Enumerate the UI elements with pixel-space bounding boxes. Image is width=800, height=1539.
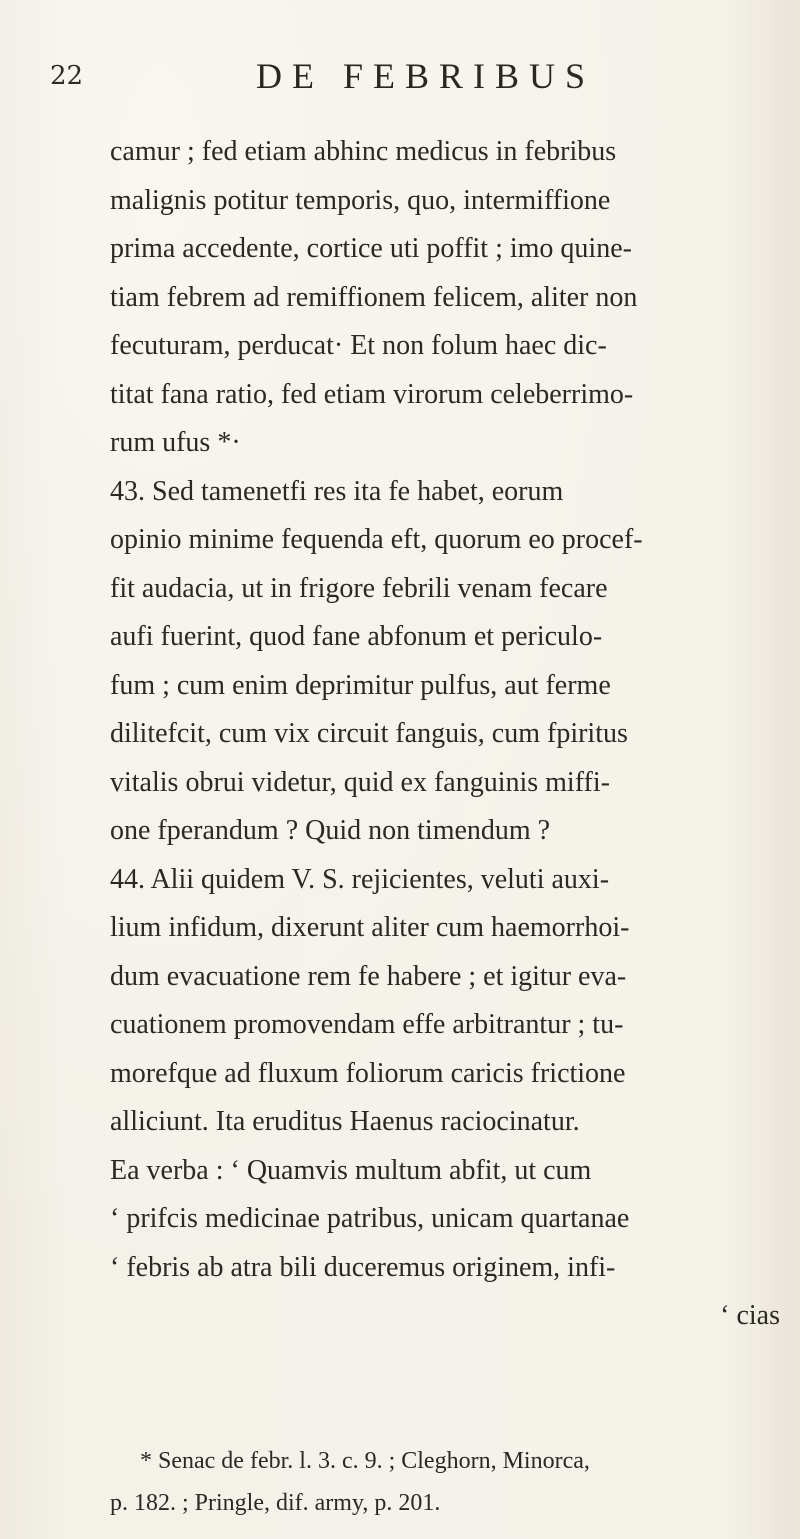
text-line: ‘ prifcis medicinae patribus, unicam quartanae — [110, 1203, 630, 1234]
text-line: tiam febrem ad remiffionem felicem, aliter non — [110, 281, 638, 313]
text-line: cuationem promovendam effe arbitrantur ; tu- — [110, 1009, 624, 1040]
footnote-line: p. 182. ; Pringle, dif. army, p. 201. — [110, 1490, 441, 1516]
text-line: lium infidum, dixerunt aliter cum haemorrhoi- — [110, 912, 630, 943]
page-header — [50, 55, 750, 105]
body-text — [110, 128, 800, 1341]
text-line: fecuturam, perducat· Et non folum haec dic- — [110, 330, 607, 361]
text-line: opinio minime fequenda eft, quorum eo procef- — [110, 524, 643, 555]
catchword: ‘ cias — [720, 1300, 780, 1331]
text-line: alliciunt. Ita eruditus Haenus raciocinatur. — [110, 1106, 580, 1137]
footnote-line: * Senac de febr. l. 3. c. 9. ; Cleghorn, Minorca, — [140, 1448, 590, 1474]
text-line: rum ufus *· — [110, 427, 241, 458]
text-line: fum ; cum enim deprimitur pulfus, aut ferme — [110, 669, 611, 701]
text-line: morefque ad fluxum foliorum caricis frictione — [110, 1057, 626, 1089]
page-number: 22 — [50, 61, 84, 91]
text-line: Ea verba : ‘ Quamvis multum abfit, ut cum — [110, 1154, 592, 1186]
text-line: 43. Sed tamenetfi res ita fe habet, eorum — [110, 475, 564, 507]
text-line: one fperandum ? Quid non timendum ? — [110, 815, 551, 846]
text-line: titat fana ratio, fed etiam virorum celeberrimo- — [110, 378, 634, 410]
text-line: aufi fuerint, quod fane abfonum et periculo- — [110, 621, 603, 652]
text-line: dum evacuatione rem fe habere ; et igitur eva- — [110, 960, 627, 992]
text-line: vitalis obrui videtur, quid ex fanguinis miffi- — [110, 766, 610, 798]
text-line: camur ; fed etiam abhinc medicus in febribus — [110, 136, 617, 167]
running-head: DE FEBRIBUS — [256, 56, 596, 96]
footnotes — [110, 1440, 800, 1524]
text-line: fit audacia, ut in frigore febrili venam fecare — [110, 572, 608, 604]
text-line: dilitefcit, cum vix circuit fanguis, cum fpiritus — [110, 718, 628, 749]
text-line: prima accedente, cortice uti poffit ; imo quine- — [110, 233, 632, 264]
text-line: 44. Alii quidem V. S. rejicientes, veluti auxi- — [110, 863, 610, 895]
text-line: malignis potitur temporis, quo, intermiffione — [110, 184, 611, 216]
text-line: ‘ febris ab atra bili duceremus originem, infi- — [110, 1251, 616, 1283]
